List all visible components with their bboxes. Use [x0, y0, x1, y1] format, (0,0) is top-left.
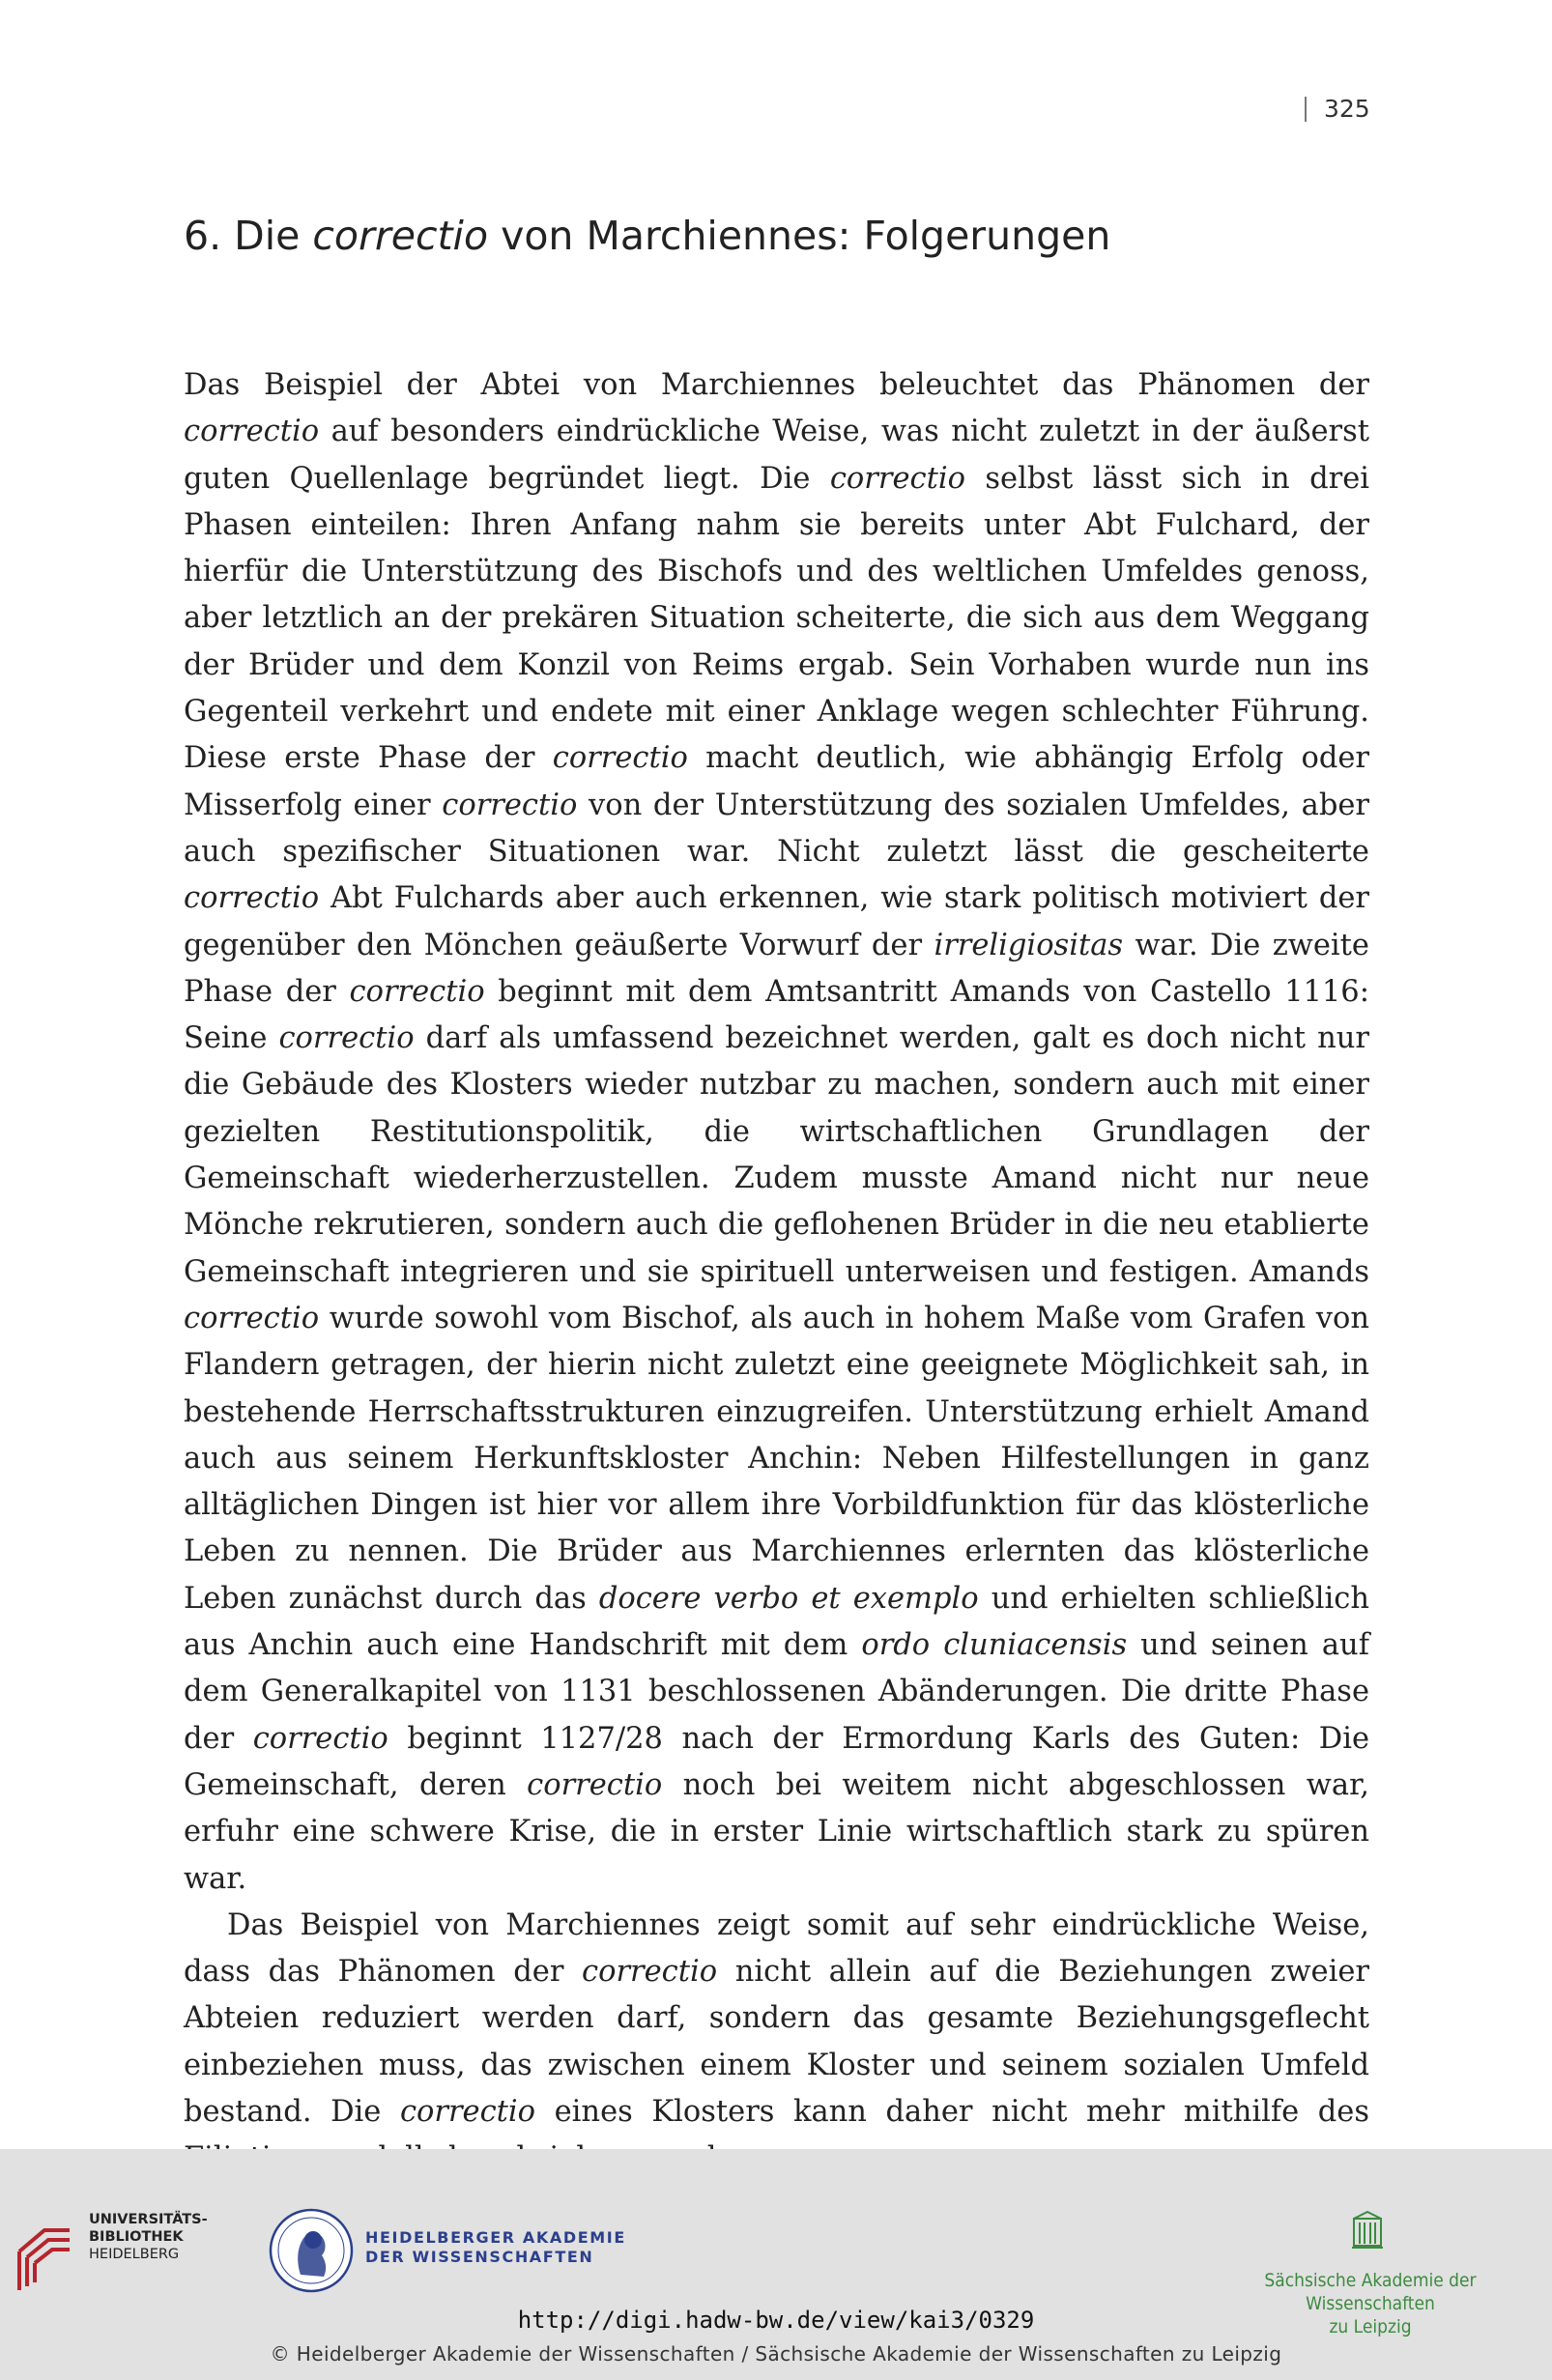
chapter-title-prefix: 6. Die: [184, 213, 313, 259]
text-run: macht deutlich, wie abhängig Erfolg oder Misserfolg einer: [184, 741, 1369, 822]
italic-term: correctio: [184, 881, 320, 916]
italic-term: ordo cluniacensis: [861, 1628, 1128, 1663]
heidelberg-academy-name: [365, 2228, 626, 2267]
text-run: war. Die zweite Phase der: [184, 928, 1369, 1009]
saw-line-2: zu Leipzig: [1329, 2316, 1412, 2337]
chapter-title-suffix: von Marchiennes: Folgerungen: [488, 213, 1111, 259]
university-library-logo-icon: [15, 2207, 73, 2294]
chapter-title-italic: correctio: [312, 213, 489, 259]
italic-term: correctio: [829, 461, 965, 496]
footer-bar: [0, 2149, 1552, 2380]
text-run: beginnt 1127/28 nach der Ermordung Karls des Guten: Die Gemeinschaft, deren: [184, 1721, 1370, 1802]
text-run: Das Beispiel von Marchiennes zeigt somit auf sehr eindrückliche Weise, dass das Phänomen der: [184, 1907, 1369, 1990]
source-url[interactable]: http://digi.hadw-bw.de/view/kai3/0329: [517, 2307, 1035, 2334]
hadw-line-2: DER WISSENSCHAFTEN: [365, 2248, 594, 2266]
text-run: selbst lässt sich in drei Phasen einteilen: Ihren Anfang nahm sie bereits unter Abt Fulchard, der hierfür die Unterstützung des Bischofs und des weltlichen Umfeldes genoss, aber letztlich an der prekären Situation scheiterte, die sich aus dem Weggang der Brüder und dem Konzil von Reims ergab. Sein Vorhaben wurde nun ins Gegenteil verkehrt und endete mit einer Anklage wegen schlechter Führung. Diese erste Phase der: [184, 461, 1369, 776]
italic-term: correctio: [278, 1021, 415, 1056]
italic-term: docere verbo et exemplo: [598, 1581, 979, 1616]
saxon-academy-building-icon: [1351, 2211, 1384, 2250]
italic-term: correctio: [552, 741, 688, 776]
text-run: und seinen auf dem Generalkapitel von 1131 beschlossenen Abänderungen. Die dritte Phase der: [184, 1628, 1369, 1756]
ub-line-2: BIBLIOTHEK: [89, 2229, 184, 2245]
text-run: auf besonders eindrückliche Weise, was nicht zuletzt in der äußerst guten Quellenlage begründet liegt. Die: [184, 415, 1369, 496]
text-run: Das Beispiel der Abtei von Marchiennes beleuchtet das Phänomen der: [184, 368, 1369, 402]
page-number-divider: [1305, 97, 1307, 122]
italic-term: correctio: [252, 1721, 388, 1756]
text-run: von der Unterstützung des sozialen Umfeldes, aber auch spezifischer Situationen war. Nicht zuletzt lässt die gescheiterte: [184, 788, 1369, 869]
text-run: und erhielten schließlich aus Anchin auch eine Handschrift mit dem: [184, 1581, 1369, 1663]
university-library-name: [89, 2211, 208, 2263]
paragraph-1: [184, 362, 1369, 1903]
italic-term: correctio: [399, 2094, 536, 2129]
italic-term: correctio: [184, 1301, 320, 1335]
text-run: noch bei weitem nicht abgeschlossen war, erfuhr eine schwere Krise, die in erster Linie wirtschaftlich stark zu spüren war.: [184, 1767, 1369, 1896]
body-text: [184, 362, 1369, 2183]
saw-line-1: Sächsische Akademie der Wissenschaften: [1264, 2270, 1477, 2314]
ub-line-3: HEIDELBERG: [89, 2247, 180, 2262]
paragraph-2: [184, 1903, 1369, 2183]
italic-term: correctio: [442, 788, 578, 822]
text-run: beginnt mit dem Amtsantritt Amands von Castello 1116: Seine: [184, 974, 1369, 1056]
italic-term: correctio: [349, 974, 485, 1009]
academy-seal-icon: [268, 2207, 355, 2294]
text-run: wurde sowohl vom Bischof, als auch in hohem Maße vom Grafen von Flandern getragen, der hierin nicht zuletzt eine geeignete Möglichkeit sah, in bestehende Herrschaftsstrukturen einzugreifen. Unterstützung erhielt Amand auch aus seinem Herkunftskloster Anchin: Neben Hilfestellungen in ganz alltäglichen Dingen ist hier vor allem ihre Vorbildfunktion für das klösterliche Leben zu nennen. Die Brüder aus Marchiennes erlernten das klösterliche Leben zunächst durch das: [184, 1301, 1369, 1616]
page-number-value: 325: [1324, 95, 1370, 123]
chapter-title: [184, 213, 1110, 259]
text-run: Abt Fulchards aber auch erkennen, wie stark politisch motiviert der gegenüber den Mönchen geäußerte Vorwurf der: [184, 881, 1369, 962]
italic-term: irreligiositas: [934, 928, 1124, 962]
hadw-line-1: HEIDELBERGER AKADEMIE: [365, 2228, 626, 2247]
ub-line-1: UNIVERSITÄTS-: [89, 2212, 208, 2227]
copyright-notice: © Heidelberger Akademie der Wissenschaften / Sächsische Akademie der Wissenschaften zu Leipzig: [270, 2342, 1282, 2366]
italic-term: correctio: [527, 1767, 663, 1802]
italic-term: correctio: [582, 1955, 718, 1990]
page-number: [1305, 95, 1372, 126]
text-run: nicht allein auf die Beziehungen zweier Abteien reduziert werden darf, sondern das gesamte Beziehungsgeflecht einbeziehen muss, das zwischen einem Kloster und seinem sozialen Umfeld bestand. Die: [184, 1955, 1369, 2129]
italic-term: correctio: [184, 415, 320, 449]
text-run: eines Klosters kann daher nicht mehr mithilfe des: [554, 2094, 1369, 2129]
text-run: darf als umfassend bezeichnet werden, galt es doch nicht nur die Gebäude des Klosters wieder nutzbar zu machen, sondern auch mit einer gezielten Restitutionspolitik, die wirtschaftlichen Grundlagen der Gemeinschaft wiederherzustellen. Zudem musste Amand nicht nur neue Mönche rekrutieren, sondern auch die geflohenen Brüder in die neu etablierte Gemeinschaft integrieren und sie spirituell unterweisen und festigen. Amands: [184, 1021, 1369, 1289]
